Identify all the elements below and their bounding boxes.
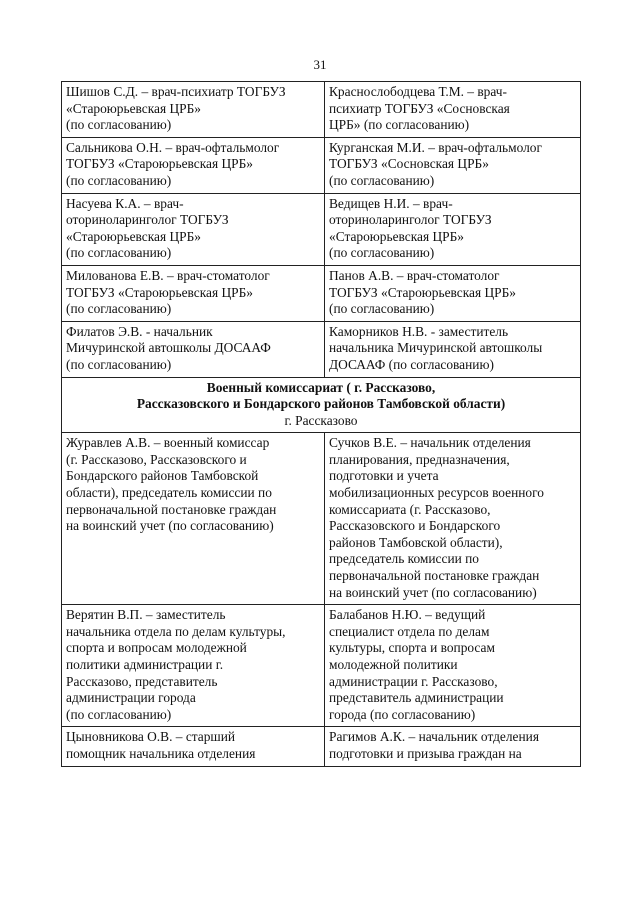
cell-line: Ведищев Н.И. – врач- [329,195,453,211]
member-cell [62,265,325,321]
cell-line: оториноларинголог ТОГБУЗ [329,212,492,228]
section-title-line2: Рассказовского и Бондарского районов Тамбовской области) [136,396,506,412]
cell-line: психиатр ТОГБУЗ «Сосновская [329,100,510,116]
cell-line: области), председатель комиссии по [66,485,272,501]
cell-line: молодежной политики [329,657,458,672]
cell-line: администрации г. Рассказово, [329,673,498,689]
cell-line: «Староюрьевская ЦРБ» [329,228,464,244]
table-row [62,193,581,265]
cell-line: подготовки и учета [329,468,439,484]
cell-line: ТОГБУЗ «Староюрьевская ЦРБ» [329,284,516,300]
section-title-line1: Военный комиссариат ( г. Рассказово, [206,379,436,395]
cell-line: ДОСААФ (по согласованию) [329,356,494,372]
cell-line: Бондарского районов Тамбовской [66,468,259,484]
cell-line: Верятин В.П. – заместитель [66,607,226,623]
cell-line: первоначальной постановке граждан [66,501,277,517]
cell-line: ТОГБУЗ «Староюрьевская ЦРБ» [66,284,253,300]
cell-line: представитель администрации [329,690,504,706]
cell-line: Сучков В.Е. – начальник отделения [329,435,531,451]
table-row [62,321,581,377]
cell-line: культуры, спорта и вопросам [329,640,495,656]
section-header-cell [62,377,581,433]
cell-line: (г. Рассказово, Рассказовского и [66,451,247,467]
cell-line: Милованова Е.В. – врач-стоматолог [66,267,270,283]
cell-line: комиссариата (г. Рассказово, [329,501,491,517]
cell-line: на воинский учет (по согласованию) [66,518,274,534]
cell-line: Журавлев А.В. – военный комиссар [66,435,270,451]
cell-line: первоначальной постановке граждан [329,568,540,584]
cell-line: Насуева К.А. – врач- [66,195,184,211]
table-row [62,433,581,605]
cell-line: начальника отдела по делам культуры, [66,623,286,639]
member-cell [62,605,325,727]
cell-line: (по согласованию) [66,172,172,188]
cell-line: администрации города [66,690,196,706]
cell-line: «Староюрьевская ЦРБ» [66,100,201,116]
deputy-cell [325,82,581,138]
cell-line: (по согласованию) [66,245,172,261]
cell-line: Краснослободцева Т.М. – врач- [329,84,507,99]
cell-line: районов Тамбовской области), [329,534,503,550]
cell-line: Каморников Н.В. - заместитель [329,323,509,339]
cell-line: Сальникова О.Н. – врач-офтальмолог [66,139,280,155]
cell-line: Рагимов А.К. – начальник отделения [329,729,539,745]
deputy-cell [325,433,581,605]
cell-line: Балабанов Н.Ю. – ведущий [329,607,486,623]
cell-line: Филатов Э.В. - начальник [66,323,213,339]
section-subtitle: г. Рассказово [284,412,358,428]
cell-line: (по согласованию) [66,706,172,722]
cell-line: (по согласованию) [329,172,435,188]
member-cell [62,82,325,138]
member-cell [62,433,325,605]
cell-line: на воинский учет (по согласованию) [329,584,537,600]
commission-table [61,81,581,767]
member-cell [62,193,325,265]
deputy-cell [325,605,581,727]
deputy-cell [325,727,581,766]
cell-line: начальника Мичуринской автошколы [329,340,543,356]
cell-line: (по согласованию) [66,117,172,133]
cell-line: ТОГБУЗ «Староюрьевская ЦРБ» [66,156,253,172]
table-row [62,82,581,138]
cell-line: «Староюрьевская ЦРБ» [66,228,201,244]
cell-line: оториноларинголог ТОГБУЗ [66,212,229,228]
cell-line: спорта и вопросам молодежной [66,640,247,656]
cell-line: специалист отдела по делам [329,623,490,639]
section-header-row [62,377,581,433]
cell-line: (по согласованию) [329,301,435,317]
deputy-cell [325,265,581,321]
cell-line: Шишов С.Д. – врач-психиатр ТОГБУЗ [66,84,286,99]
cell-line: планирования, предназначения, [329,451,510,467]
cell-line: (по согласованию) [66,356,172,372]
deputy-cell [325,321,581,377]
table-row [62,137,581,193]
cell-line: Рассказовского и Бондарского [329,518,501,534]
cell-line: помощник начальника отделения [66,745,256,761]
deputy-cell [325,137,581,193]
cell-line: Цыновникова О.В. – старший [66,729,236,745]
cell-line: Курганская М.И. – врач-офтальмолог [329,139,542,155]
page-number: 31 [313,57,327,72]
member-cell [62,727,325,766]
cell-line: подготовки и призыва граждан на [329,745,522,761]
cell-line: мобилизационных ресурсов военного [329,485,544,501]
cell-line: (по согласованию) [329,245,435,261]
cell-line: (по согласованию) [66,301,172,317]
member-cell [62,137,325,193]
deputy-cell [325,193,581,265]
cell-line: ЦРБ» (по согласованию) [329,117,470,133]
member-cell [62,321,325,377]
cell-line: политики администрации г. [66,657,224,672]
table-row [62,605,581,727]
cell-line: ТОГБУЗ «Сосновская ЦРБ» [329,156,489,172]
cell-line: города (по согласованию) [329,706,476,722]
cell-line: председатель комиссии по [329,551,479,567]
cell-line: Мичуринской автошколы ДОСААФ [66,340,271,356]
table-row [62,727,581,766]
cell-line: Рассказово, представитель [66,673,218,689]
cell-line: Панов А.В. – врач-стоматолог [329,267,500,283]
table-row [62,265,581,321]
